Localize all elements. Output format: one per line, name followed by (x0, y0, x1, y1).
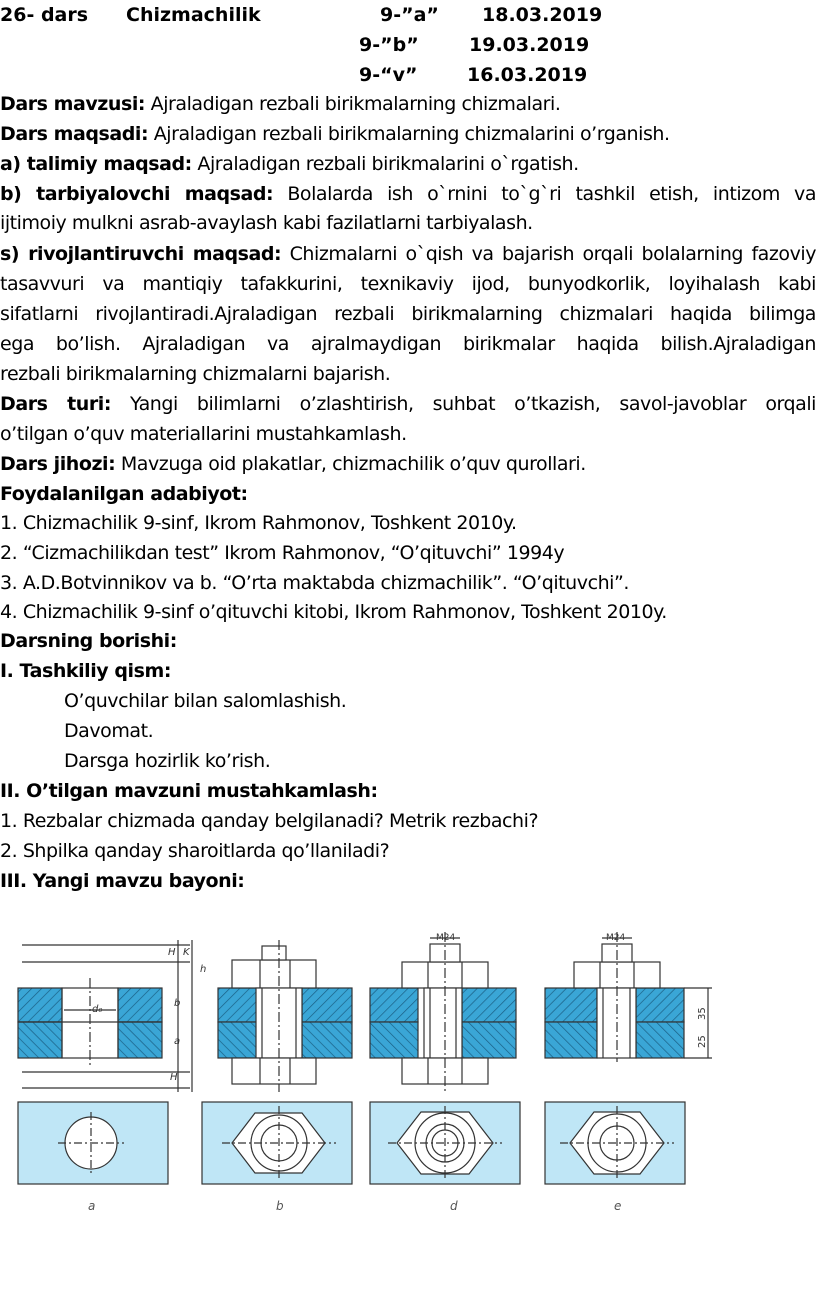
dim-d0: d₀ (92, 1004, 103, 1015)
dim-h-lower: H (170, 1072, 178, 1083)
b-line2: ijtimoiy mulkni asrab-avaylash kabi fazilatlarni tarbiyalash. (0, 212, 533, 234)
s-line4: ega bo’lish. Ajraladigan va ajralmaydigan birikmalar haqida bilish.Ajraladigan (0, 333, 816, 355)
dim-35: 35 (697, 1007, 708, 1020)
section-1-item-2: Davomat. (64, 720, 154, 742)
mavzu-text: Ajraladigan rezbali birikmalarning chizmalari. (150, 93, 561, 115)
panel-a-section (18, 940, 192, 1092)
class-v: 9-“v” (359, 64, 418, 86)
plan-view-e (545, 1102, 685, 1184)
plan-view-a (18, 1102, 168, 1184)
caption-a: a (88, 1199, 96, 1213)
section-2-item-2: 2. Shpilka qanday sharoitlarda qo’llaniladi? (0, 840, 390, 862)
panel-e-section (545, 932, 712, 1062)
adabiyot-item-2: 2. “Cizmachilikdan test” Ikrom Rahmonov, “O’qituvchi” 1994y (0, 542, 565, 564)
a-text: Ajraladigan rezbali birikmalarini o`rgatish. (197, 153, 579, 175)
dim-h-upper: H (168, 947, 176, 958)
subject-title: Chizmachilik (126, 4, 261, 26)
mavzu-label: Dars mavzusi: (0, 93, 146, 115)
class-a: 9-”a” (380, 4, 439, 26)
maqsad-text: Ajraladigan rezbali birikmalarning chizmalarini o’rganish. (153, 123, 670, 145)
s-line3: sifatlarni rivojlantiradi.Ajraladigan rezbali birikmalarning chizmalari haqida bilimga (0, 303, 816, 325)
darsning-borishi: Darsning borishi: (0, 630, 177, 652)
date-b: 19.03.2019 (469, 34, 590, 56)
dim-m24-d: M24 (436, 933, 456, 943)
talimiy-maqsad (0, 150, 816, 179)
section-1-item-3: Darsga hozirlik ko’rish. (64, 750, 271, 772)
adabiyot-item-1: 1. Chizmachilik 9-sinf, Ikrom Rahmonov, Toshkent 2010y. (0, 512, 517, 534)
s-line1: Chizmalarni o`qish va bajarish orqali bolalarning fazoviy (289, 243, 816, 265)
plan-view-d (370, 1102, 520, 1184)
b-label: b) tarbiyalovchi maqsad: (0, 183, 274, 205)
adabiyot-item-4: 4. Chizmachilik 9-sinf o’qituvchi kitobi, Ikrom Rahmonov, Toshkent 2010y. (0, 601, 667, 623)
adabiyot-label: Foydalanilgan adabiyot: (0, 483, 248, 505)
section-3-title: III. Yangi mavzu bayoni: (0, 870, 245, 892)
dars-mavzusi (0, 90, 816, 119)
s-line5: rezbali birikmalarning chizmalarni bajarish. (0, 363, 391, 385)
date-v: 16.03.2019 (467, 64, 588, 86)
class-b: 9-”b” (359, 34, 419, 56)
section-2-title: II. O’tilgan mavzuni mustahkamlash: (0, 780, 378, 802)
turi-label: Dars turi: (0, 393, 111, 415)
b-line1: Bolalarda ish o`rnini to`g`ri tashkil etish, intizom va (287, 183, 816, 205)
dim-k: K (183, 947, 190, 958)
s-label: s) rivojlantiruvchi maqsad: (0, 243, 282, 265)
section-1-title: I. Tashkiliy qism: (0, 660, 171, 682)
dim-a: a (174, 1036, 181, 1047)
dars-maqsadi (0, 120, 816, 149)
dim-25: 25 (697, 1035, 708, 1048)
caption-d: d (450, 1199, 458, 1213)
maqsad-label: Dars maqsadi: (0, 123, 149, 145)
a-label: a) talimiy maqsad: (0, 153, 192, 175)
caption-e: e (614, 1199, 622, 1213)
section-2-item-1: 1. Rezbalar chizmada qanday belgilanadi? Metrik rezbachi? (0, 810, 539, 832)
dim-b: b (174, 998, 181, 1009)
dim-h-small: h (200, 964, 207, 975)
dim-m24-e: M24 (606, 933, 626, 943)
jihoz-text: Mavzuga oid plakatlar, chizmachilik o’quv qurollari. (120, 453, 586, 475)
adabiyot-item-3: 3. A.D.Botvinnikov va b. “O’rta maktabda chizmachilik”. “O’qituvchi”. (0, 572, 629, 594)
turi-line2: o’tilgan o’quv materiallarini mustahkamlash. (0, 423, 407, 445)
plan-view-b (202, 1102, 352, 1184)
dars-jihozi (0, 450, 816, 479)
panel-d-section (370, 932, 516, 1092)
turi-line1: Yangi bilimlarni o’zlashtirish, suhbat o’tkazish, savol-javoblar orqali (130, 393, 816, 415)
tarbiyalovchi-line1 (0, 180, 816, 209)
jihoz-label: Dars jihozi: (0, 453, 116, 475)
section-1-item-1: O’quvchilar bilan salomlashish. (64, 690, 347, 712)
bolt-joint-figure (0, 918, 816, 1218)
caption-b: b (276, 1199, 284, 1213)
s-line2: tasavvuri va mantiqiy tafakkurini, texnikaviy ijod, bunyodkorlik, loyihalash kabi (0, 273, 816, 295)
rivojlantiruvchi-line1 (0, 240, 816, 269)
panel-b-section (218, 940, 352, 1092)
lesson-number: 26- dars (0, 4, 89, 26)
date-a: 18.03.2019 (482, 4, 603, 26)
dars-turi-line1 (0, 390, 816, 419)
